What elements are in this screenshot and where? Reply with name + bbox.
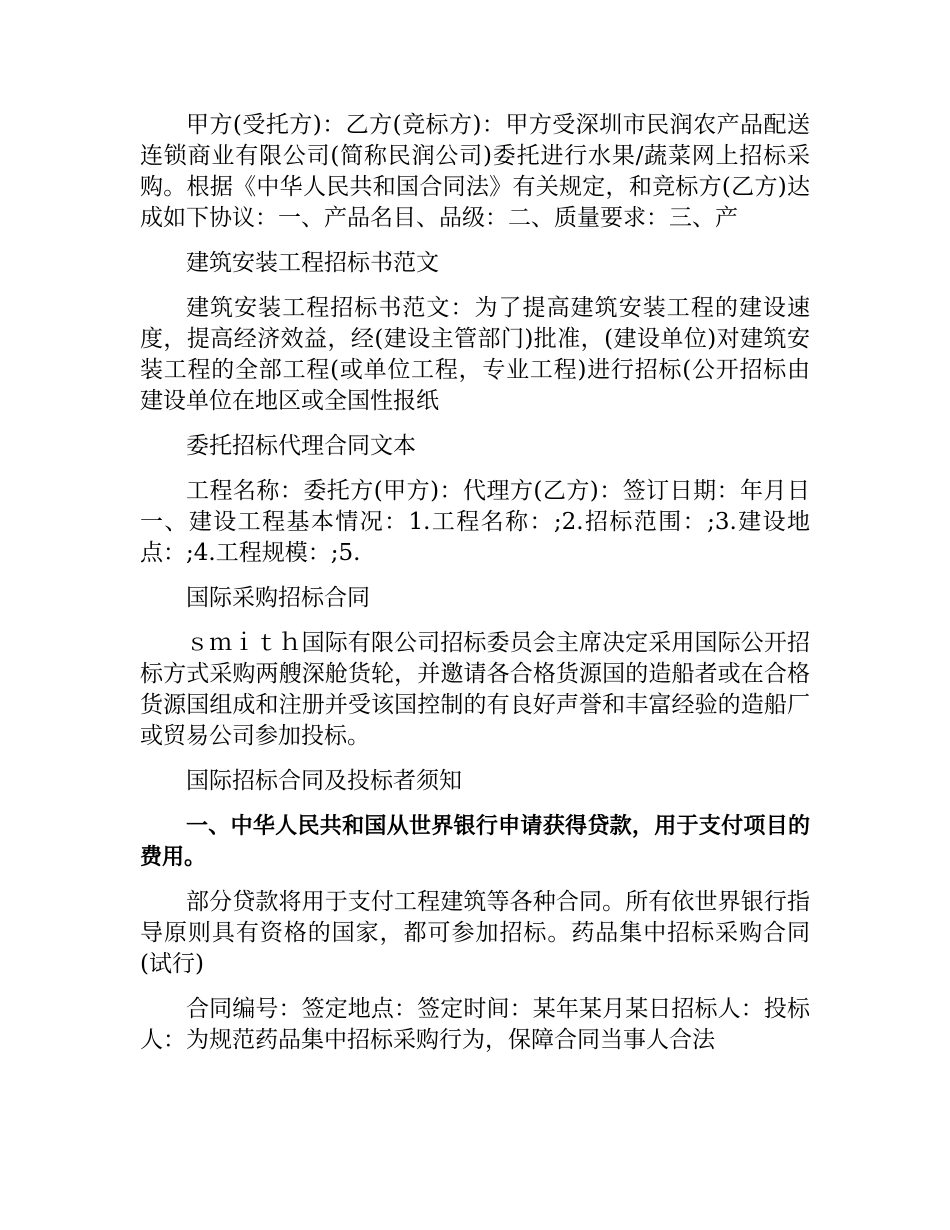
document-body: [140, 110, 810, 1070]
heading-bidder-instructions: 国际招标合同及投标者须知: [186, 768, 462, 794]
paragraph-loan-usage: 部分贷款将用于支付工程建筑等各种合同。所有依世界银行指导原则具有资格的国家，都可参加招标。药品集中招标采购合同(试行): [140, 889, 810, 977]
paragraph-contract-number: 合同编号：签定地点：签定时间：某年某月某日招标人：投标人：为规范药品集中招标采购行为，保障合同当事人合法: [140, 996, 810, 1053]
paragraph-world-bank-loan: 一、中华人民共和国从世界银行申请获得贷款，用于支付项目的费用。: [140, 814, 810, 870]
heading-international-procurement: 国际采购招标合同: [186, 585, 370, 611]
paragraph-agency-contract: 工程名称：委托方(甲方)：代理方(乙方)：签订日期：年月日一、建设工程基本情况：1.工程名称：;2.招标范围：;3.建设地点：;4.工程规模：;5.: [140, 478, 810, 566]
paragraph-international-procurement: ｓｍｉｔｈ国际有限公司招标委员会主席决定采用国际公开招标方式采购两艘深舱货轮，并邀请各合格货源国的造船者或在合格货源国组成和注册并受该国控制的有良好声誉和丰富经验的造船厂或贸易公司参加投标。: [140, 630, 810, 749]
heading-agency-contract: 委托招标代理合同文本: [186, 433, 416, 459]
heading-construction-tender: 建筑安装工程招标书范文: [186, 250, 439, 276]
paragraph-entrustment-agreement: 甲方(受托方)：乙方(竞标方)：甲方受深圳市民润农产品配送连锁商业有限公司(简称民润公司)委托进行水果/蔬菜网上招标采购。根据《中华人民共和国合同法》有关规定，和竞标方(乙方)达成如下协议：一、产品名目、品级：二、质量要求：三、产: [140, 112, 810, 231]
paragraph-construction-tender: 建筑安装工程招标书范文：为了提高建筑安装工程的建设速度，提高经济效益，经(建设主管部门)批准，(建设单位)对建筑安装工程的全部工程(或单位工程，专业工程)进行招标(公开招标由建设单位在地区或全国性报纸: [140, 295, 810, 414]
